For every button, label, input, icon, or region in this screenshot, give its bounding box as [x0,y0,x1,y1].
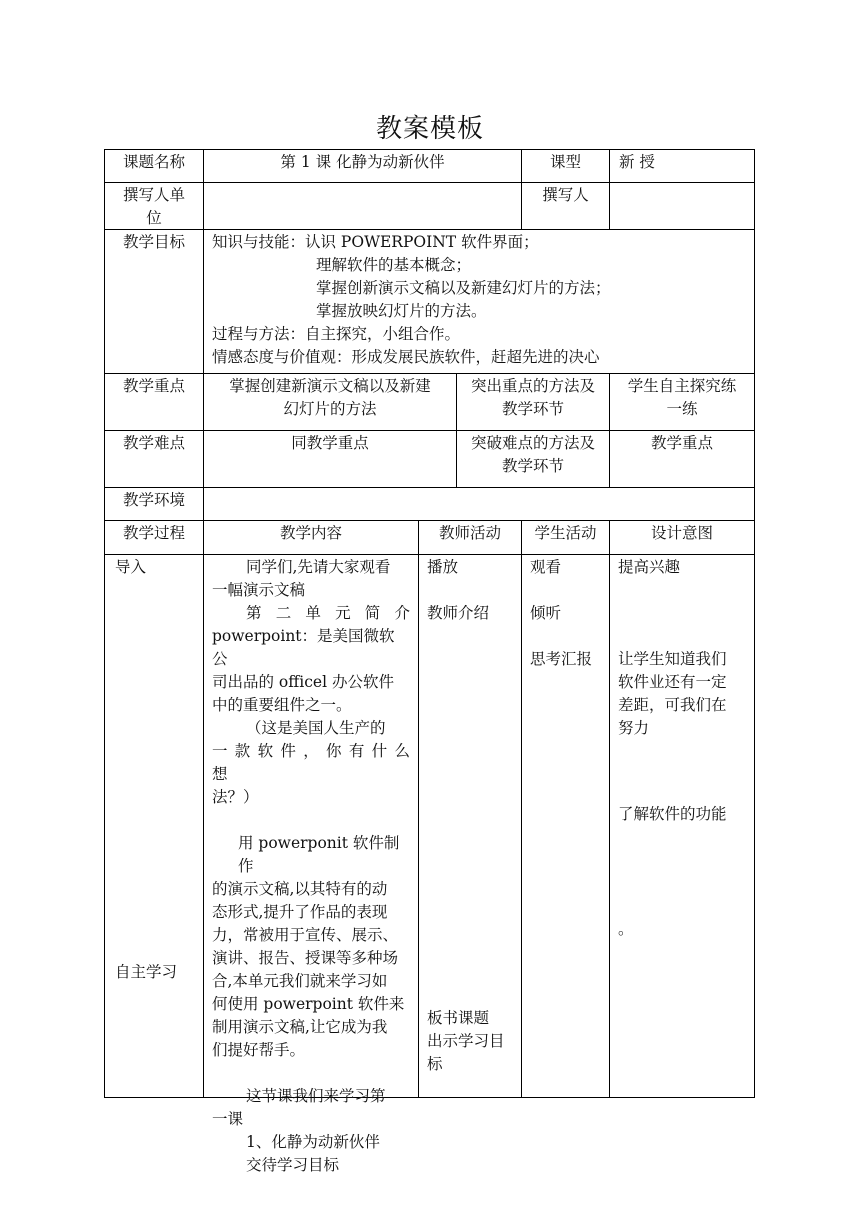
lesson-type-value [609,149,755,183]
label-key-point [104,373,204,431]
design-item: 。 [618,920,634,938]
teacher-item: 教师介绍 [427,604,490,622]
student-item: 观看 [530,558,562,576]
content-line: 第 二 单 元 简 介 [246,604,410,622]
content-line-spacer [212,809,410,832]
label-key-point-text: 教学重点 [122,377,185,395]
label-lesson-type-text: 课型 [549,153,581,171]
lesson-type-value-text: 新 授 [619,153,655,171]
content-line: 态形式,提升了作品的表现 [212,903,388,921]
header-teacher [418,520,522,555]
teacher-item: 播放 [427,558,459,576]
objective-line: 情感态度与价值观：形成发展民族软件，赶超先进的决心 [212,348,600,366]
label-process-text: 教学过程 [122,524,185,542]
writer-unit-value [203,182,522,230]
content-line: 同学们,先请大家观看 [246,558,391,576]
key-method-value [609,373,755,431]
header-content-text: 教学内容 [279,524,342,542]
student-item: 倾听 [530,604,562,622]
label-process [104,520,204,555]
objective-line: 理解软件的基本概念； [316,256,472,274]
content-line: 交待学习目标 [246,1156,340,1174]
environment-value [203,487,755,521]
label-difficulty-method [456,430,610,488]
label-environment-text: 教学环境 [122,491,185,509]
objective-line: 掌握放映幻灯片的方法。 [316,302,487,320]
label-key-method-line1: 突出重点的方法及 [470,377,595,395]
process-student-cell [521,554,610,1098]
difficulty-value [203,430,457,488]
content-line: 用 powerponit 软件制作 [238,834,400,875]
content-line: 的演示文稿,以其特有的动 [212,880,388,898]
label-writer-unit-line2: 位 [146,209,162,227]
design-item: 软件业还有一定 [618,673,727,691]
label-environment [104,487,204,521]
key-point-line1: 掌握创建新演示文稿以及新建 [229,377,431,395]
label-topic-text: 课题名称 [122,153,185,171]
content-line: 制用演示文稿,让它成为我 [212,1018,388,1036]
label-lesson-type [521,149,610,183]
content-line: 力，常被用于宣传、展示、 [212,926,399,944]
label-key-method-line2: 教学环节 [501,400,564,418]
process-stage-cell [104,554,204,1098]
stage-self-study: 自主学习 [115,963,178,981]
difficulty-value-text: 同教学重点 [291,434,369,452]
objectives-value [203,229,755,374]
design-item: 了解软件的功能 [618,805,727,823]
topic-value [203,149,522,183]
content-line: powerpoint：是美国微软公 [212,627,395,668]
header-student-text: 学生活动 [534,524,597,542]
teacher-item: 标 [427,1055,443,1073]
design-item: 差距，可我们在 [618,696,727,714]
topic-value-text: 第 1 课 化静为动新伙伴 [280,153,445,171]
teacher-item: 板书课题 [427,1009,490,1027]
content-line: 法？） [212,788,259,806]
content-line: 1、化静为动新伙伴 [246,1133,380,1151]
label-writer-unit [104,182,204,230]
content-line: 合,本单元我们就来学习如 [212,972,388,990]
content-line: 何使用 powerpoint 软件来 [212,995,405,1013]
label-difficulty-method-line2: 教学环节 [501,457,564,475]
content-line: 一课 [212,1110,244,1128]
design-item: 让学生知道我们 [618,650,727,668]
process-design-cell [609,554,755,1098]
content-line: 这节课我们来学习第 [246,1087,386,1105]
header-content [203,520,419,555]
objective-line: 知识与技能：认识 POWERPOINT 软件界面； [212,233,539,251]
difficulty-method-value-text: 教学重点 [650,434,713,452]
design-item: 努力 [618,719,650,737]
process-teacher-cell [418,554,522,1098]
teacher-item: 出示学习目 [427,1032,505,1050]
objective-line: 掌握创新演示文稿以及新建幻灯片的方法； [316,279,611,297]
content-line: 一 款 软 件 ， 你 有 什 么 想 [212,742,410,783]
key-point-line2: 幻灯片的方法 [283,400,377,418]
header-student [521,520,610,555]
label-difficulty-method-line1: 突破难点的方法及 [470,434,595,452]
label-objectives [104,229,204,374]
label-difficulty-text: 教学难点 [122,434,185,452]
design-item: 提高兴趣 [618,558,681,576]
label-writer [521,182,610,230]
header-design-text: 设计意图 [650,524,713,542]
label-topic [104,149,204,183]
page-title: 教案模板 [375,114,484,144]
writer-value [609,182,755,230]
header-teacher-text: 教师活动 [438,524,501,542]
header-design [609,520,755,555]
content-line: （这是美国人生产的 [246,719,386,737]
label-difficulty [104,430,204,488]
objective-line: 过程与方法：自主探究，小组合作。 [212,325,461,343]
label-writer-text: 撰写人 [542,186,589,204]
label-objectives-text: 教学目标 [122,233,185,251]
difficulty-method-value [609,430,755,488]
content-line: 司出品的 officel 办公软件 [212,673,394,691]
content-line-spacer [212,1062,410,1085]
content-line: 一幅演示文稿 [212,581,306,599]
key-method-line2: 一练 [666,400,698,418]
label-key-method [456,373,610,431]
student-item: 思考汇报 [530,650,593,668]
key-method-line1: 学生自主探究练 [627,377,737,395]
label-writer-unit-line1: 撰写人单 [122,186,185,204]
process-content-cell [203,554,419,1174]
key-point-value [203,373,457,431]
stage-intro: 导入 [115,558,147,576]
content-line: 演讲、报告、授课等多种场 [212,949,399,967]
content-line: 们提好帮手。 [212,1041,306,1059]
content-line: 中的重要组件之一。 [212,696,352,714]
